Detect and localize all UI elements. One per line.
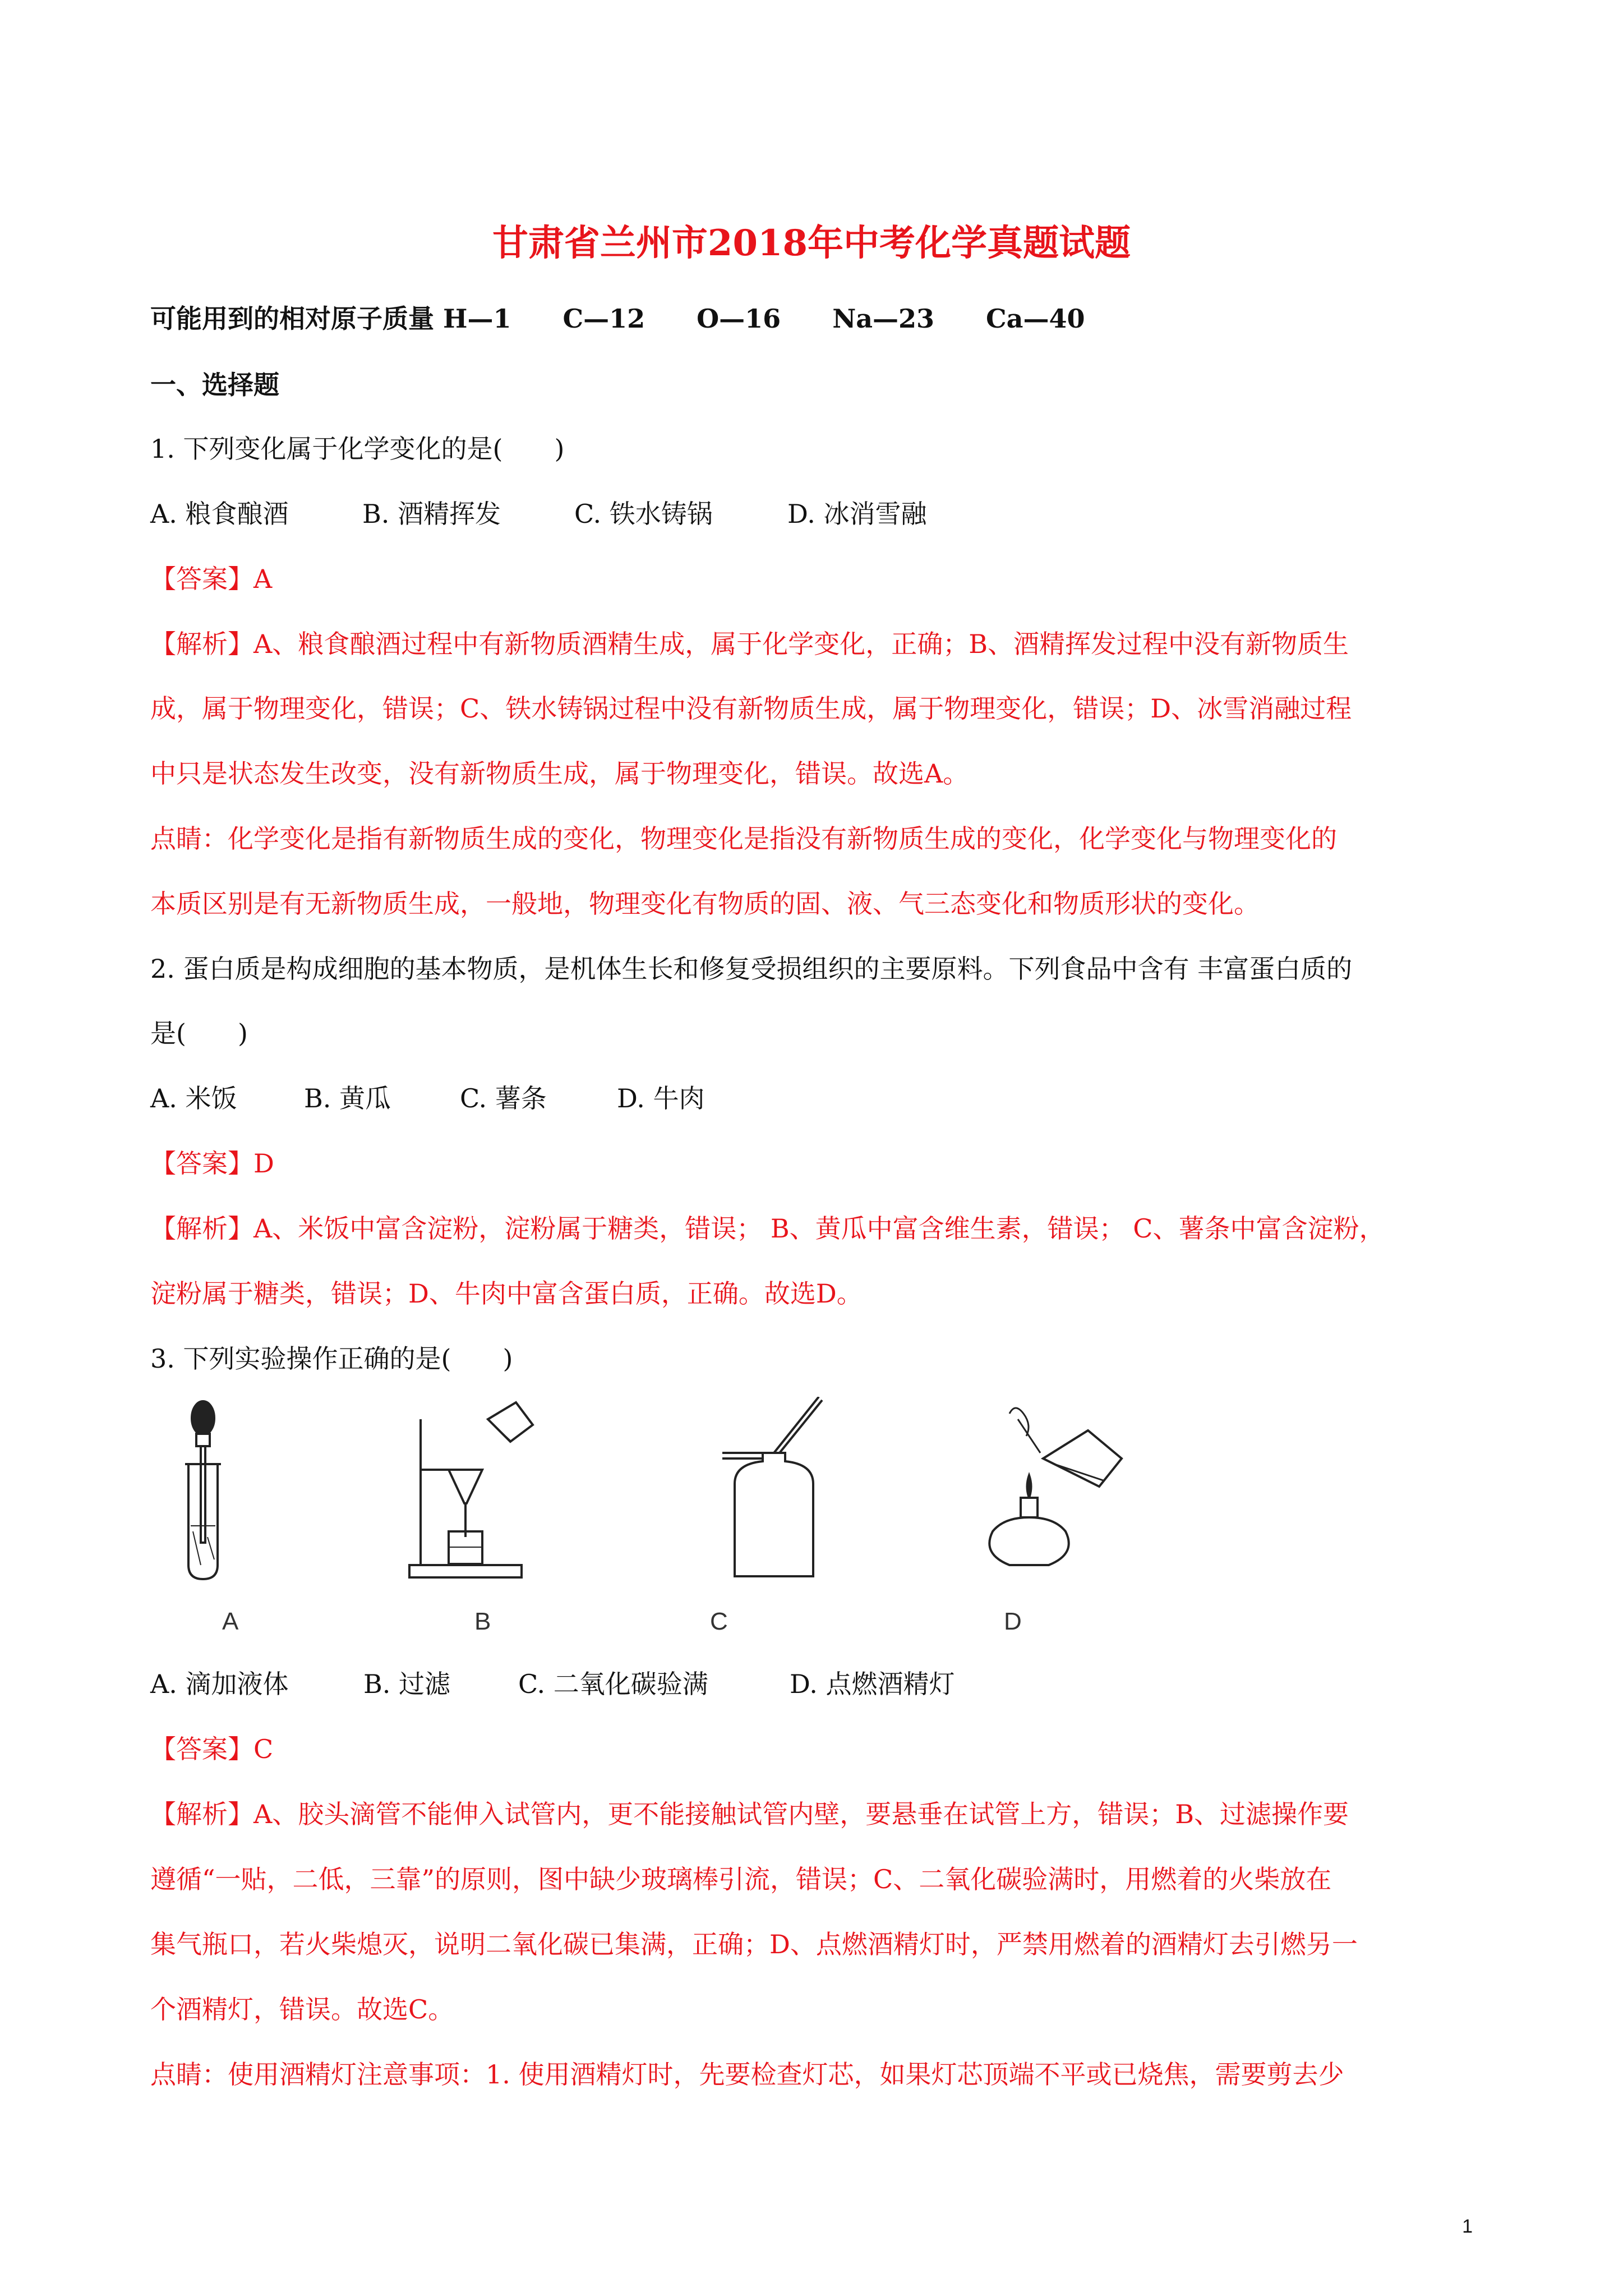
figure-d-label: D	[1004, 1608, 1022, 1635]
q3-analysis-line-1: 【解析】A、胶头滴管不能伸入试管内，更不能接触试管内壁，要悬垂在试管上方，错误；B、过滤操作要	[150, 1799, 1349, 1829]
q3-options	[150, 1664, 955, 1701]
page-number: 1	[1462, 2216, 1473, 2237]
q3-option-c: C. 二氧化碳验满	[518, 1669, 708, 1699]
atomic-masses-line: 可能用到的相对原子质量 H—1 C—12 O—16 Na—23 Ca—40	[150, 303, 1085, 334]
figure-a-dropper-in-test-tube	[168, 1397, 252, 1588]
q3-note-line-1: 点睛：使用酒精灯注意事项：1. 使用酒精灯时，先要检查灯芯，如果灯芯顶端不平或已烧焦，需要剪去少	[150, 2059, 1344, 2090]
q2-option-c: C. 薯条	[460, 1083, 547, 1114]
q2-option-b: B. 黄瓜	[304, 1083, 391, 1114]
q1-option-c: C. 铁水铸锅	[574, 499, 713, 529]
figure-a-label: A	[222, 1608, 239, 1635]
q1-stem: 1. 下列变化属于化学变化的是( )	[150, 434, 565, 464]
q3-option-d: D. 点燃酒精灯	[790, 1669, 955, 1699]
q2-analysis-line-1: 【解析】A、米饭中富含淀粉，淀粉属于糖类，错误； B、黄瓜中富含维生素，错误； C、薯条中富含淀粉，	[150, 1213, 1385, 1244]
q2-stem-line-1: 2. 蛋白质是构成细胞的基本物质，是机体生长和修复受损组织的主要原料。下列食品中含有 丰富蛋白质的	[150, 954, 1353, 984]
q2-stem-line-2: 是( )	[150, 1018, 248, 1048]
q2-answer: 【答案】D	[150, 1148, 274, 1179]
q3-answer: 【答案】C	[150, 1734, 274, 1764]
q1-option-a: A. 粮食酿酒	[150, 499, 289, 529]
q3-stem: 3. 下列实验操作正确的是( )	[150, 1343, 513, 1374]
figure-c-label: C	[710, 1608, 728, 1635]
q3-analysis-line-2: 遵循“一贴，二低，三靠”的原则，图中缺少玻璃棒引流，错误；C、二氧化碳验满时，用燃着的火柴放在	[150, 1864, 1332, 1894]
page-title: 甘肃省兰州市2018年中考化学真题试题	[492, 222, 1131, 264]
q2-options	[150, 1078, 705, 1115]
section-heading: 一、选择题	[150, 370, 279, 400]
figure-c-co2-test	[718, 1397, 864, 1588]
q1-answer: 【答案】A	[150, 564, 273, 594]
figure-b-label: B	[474, 1608, 491, 1635]
q3-analysis-line-4: 个酒精灯，错误。故选C。	[150, 1994, 454, 2024]
q2-option-a: A. 米饭	[150, 1083, 237, 1114]
q3-option-b: B. 过滤	[363, 1669, 451, 1699]
q2-option-d: D. 牛肉	[617, 1083, 705, 1114]
q1-option-d: D. 冰消雪融	[787, 499, 927, 529]
figure-d-alcohol-lamps	[976, 1397, 1133, 1582]
q3-analysis-line-3: 集气瓶口，若火柴熄灭，说明二氧化碳已集满，正确；D、点燃酒精灯时，严禁用燃着的酒精灯去引燃另一	[150, 1929, 1358, 1959]
q3-option-a: A. 滴加液体	[150, 1669, 289, 1699]
q1-analysis-line-2: 成，属于物理变化，错误；C、铁水铸锅过程中没有新物质生成，属于物理变化，错误；D、冰雪消融过程	[150, 693, 1352, 724]
q1-analysis-line-1: 【解析】A、粮食酿酒过程中有新物质酒精生成，属于化学变化，正确；B、酒精挥发过程中没有新物质生	[150, 629, 1349, 659]
q1-option-b: B. 酒精挥发	[362, 499, 501, 529]
q1-options	[150, 494, 927, 531]
q2-analysis-line-2: 淀粉属于糖类，错误；D、牛肉中富含蛋白质，正确。故选D。	[150, 1278, 863, 1309]
figure-b-filtration	[404, 1397, 589, 1582]
q1-analysis-line-3: 中只是状态发生改变，没有新物质生成，属于物理变化，错误。故选A。	[150, 758, 969, 789]
q1-note-line-1: 点睛：化学变化是指有新物质生成的变化，物理变化是指没有新物质生成的变化，化学变化与物理变化的	[150, 823, 1337, 854]
q1-note-line-2: 本质区别是有无新物质生成，一般地，物理变化有物质的固、液、气三态变化和物质形状的变化。	[150, 889, 1260, 919]
